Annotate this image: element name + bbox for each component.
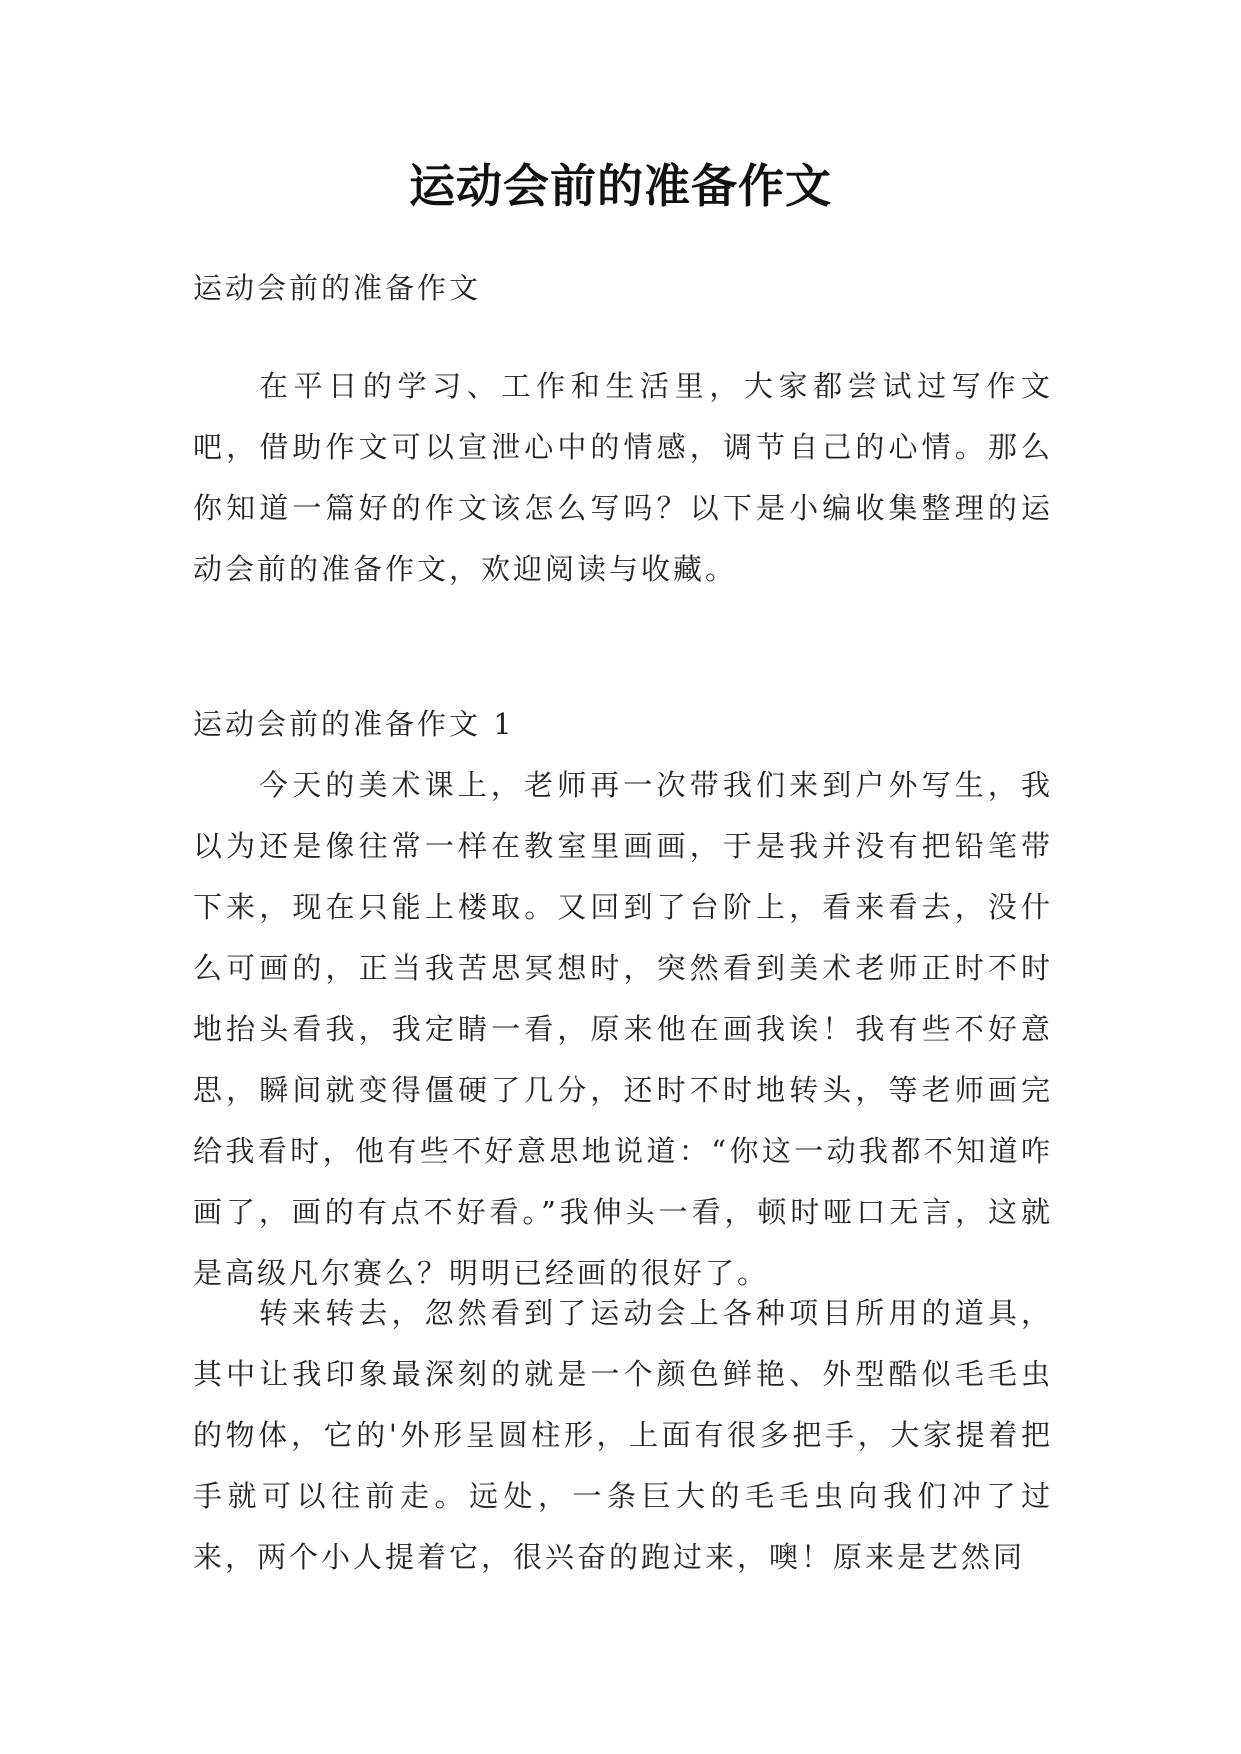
document-subtitle: 运动会前的准备作文 [193,271,482,305]
intro-paragraph: 在平日的学习、工作和生活里，大家都尝试过写作文吧，借助作文可以宣泄心中的情感，调节自己的心情。那么你知道一篇好的作文该怎么写吗？以下是小编收集整理的运动会前的准备作文，欢迎阅读与收藏。 [193,369,1053,586]
section-heading: 运动会前的准备作文 1 [193,707,515,741]
document-title: 运动会前的准备作文 [409,159,832,213]
body-paragraph-2: 转来转去，忽然看到了运动会上各种项目所用的道具，其中让我印象最深刻的就是一个颜色鲜艳、外型酷似毛毛虫的物体，它的'外形呈圆柱形，上面有很多把手，大家提着把手就可以往前走。远处，一条巨大的毛毛虫向我们冲了过来，两个小人提着它，很兴奋的跑过来，噢！原来是艺然同 [193,1296,1053,1574]
body-paragraph-1: 今天的美术课上，老师再一次带我们来到户外写生，我以为还是像往常一样在教室里画画，于是我并没有把铅笔带下来，现在只能上楼取。又回到了台阶上，看来看去，没什么可画的，正当我苦思冥想时，突然看到美术老师正时不时地抬头看我，我定睛一看，原来他在画我诶！我有些不好意思，瞬间就变得僵硬了几分，还时不时地转头，等老师画完给我看时，他有些不好意思地说道：“你这一动我都不知道咋画了，画的有点不好看。”我伸头一看，顿时哑口无言，这就是高级凡尔赛么？明明已经画的很好了。 [193,768,1053,1290]
